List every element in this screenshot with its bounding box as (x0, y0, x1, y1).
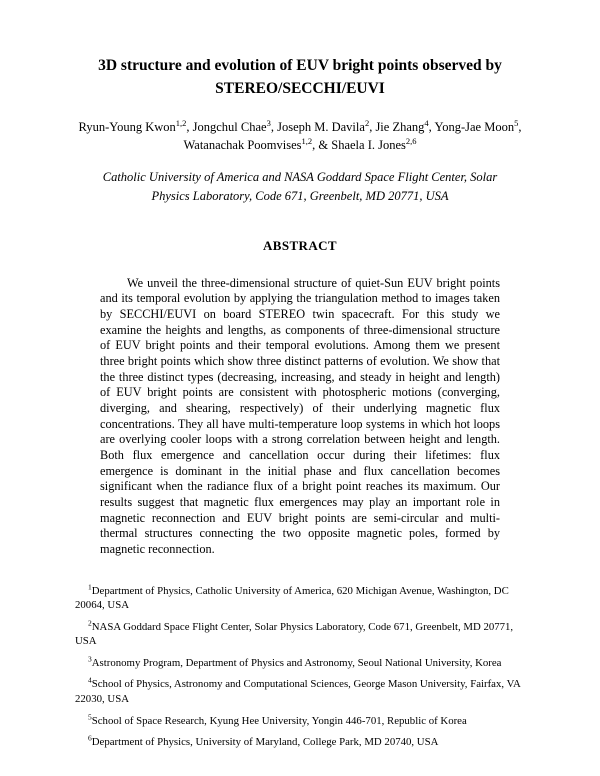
footnote-number: 6 (88, 733, 92, 743)
abstract-paragraph: We unveil the three-dimensional structure of quiet-Sun EUV bright points and its temporal evolution by applying the triangulation method to images taken by SECCHI/EUVI on board STEREO twin spacecraft. For this study we examine the heights and lengths, as components of three-dimensional structure of EUV bright points and their temporal evolutions. Among them we present three bright points which show three distinct patterns of evolution. We show that the three distinct types (decreasing, increasing, and steady in height and length) of EUV bright points are consistent with photospheric motions (converging, diverging, and shearing, respectively) of their underlying magnetic flux concentrations. They all have multi-temperature loop systems in which hot loops are overlying cooler loops with a strong correlation between height and length. Both flux emergence and cancellation occur during their lifetimes: flux emergence is dominant in the initial phase and flux cancellation becomes significant when the radiance flux of a bright point reaches its maximum. Our results suggest that magnetic flux emergences may play an important role in magnetic reconnection and EUV bright points are semi-circular and multi-thermal structures connecting the two opposite magnetic poles, formed by magnetic reconnection. (100, 275, 500, 556)
abstract-heading: ABSTRACT (263, 237, 337, 253)
author-name: Watanachak Poomvises (183, 138, 302, 153)
footnote-text: NASA Goddard Space Flight Center, Solar Physics Laboratory, Code 671, Greenbelt, MD 20771, USA (75, 620, 514, 648)
footnote-1 (75, 584, 525, 613)
author-affiliation-marker: 4 (424, 117, 429, 128)
author-separator: , (270, 119, 278, 134)
author-affiliation-marker: 1,2 (301, 136, 313, 147)
footnote-4 (75, 677, 525, 706)
footnote-text: School of Space Research, Kyung Hee University, Yongin 446-701, Republic of Korea (91, 714, 467, 727)
author-affiliation-marker: 5 (514, 117, 519, 128)
footnote-3 (75, 656, 525, 671)
author-affiliation-marker: 3 (266, 117, 271, 128)
author-separator: , (518, 119, 522, 134)
authors-line (75, 118, 525, 156)
footnote-number: 1 (88, 582, 92, 591)
author-name: Jie Zhang (375, 119, 425, 134)
author-name: Jongchul Chae (192, 119, 267, 134)
author-affiliation-marker: 2 (364, 117, 370, 128)
author-separator: , (186, 119, 193, 134)
author-name: Joseph M. Davila (277, 119, 365, 134)
paper-title-line-2: STEREO/SECCHI/EUVI (215, 80, 385, 98)
footnote-6 (75, 735, 525, 750)
footnote-number: 2 (88, 618, 92, 628)
author-name: Yong-Jae Moon (434, 119, 515, 134)
author-affiliation-marker: 2,6 (405, 136, 417, 147)
author-separator: , (369, 119, 376, 134)
author-separator: , (428, 119, 435, 134)
footnote-5 (75, 711, 525, 729)
footnote-number: 5 (88, 711, 92, 721)
author-affiliation-marker: 1,2 (175, 117, 187, 128)
footnote-text: School of Physics, Astronomy and Computational Sciences, George Mason University, Fairfax, VA 22030, USA (75, 678, 521, 705)
footnote-number: 3 (88, 654, 92, 664)
footnote-text: Department of Physics, University of Maryland, College Park, MD 20740, USA (91, 736, 439, 749)
paper-title (75, 54, 525, 101)
footnotes-section (75, 584, 525, 750)
footnote-number: 4 (88, 675, 92, 685)
author-name: Ryun-Young Kwon (78, 119, 176, 134)
footnote-2 (75, 620, 525, 649)
paper-title-line-1: 3D structure and evolution of EUV bright points observed by (98, 57, 502, 74)
author-name: & Shaela I. Jones (318, 138, 406, 153)
affiliation-line: Catholic University of America and NASA Goddard Space Flight Center, Solar Physics Laboratory, Code 671, Greenbelt, MD 20771, USA (102, 170, 498, 203)
footnote-text: Department of Physics, Catholic University of America, 620 Michigan Avenue, Washington, DC 20064, USA (75, 584, 509, 612)
author-separator: , (312, 138, 319, 153)
footnote-text: Astronomy Program, Department of Physics and Astronomy, Seoul National University, Korea (91, 656, 502, 669)
